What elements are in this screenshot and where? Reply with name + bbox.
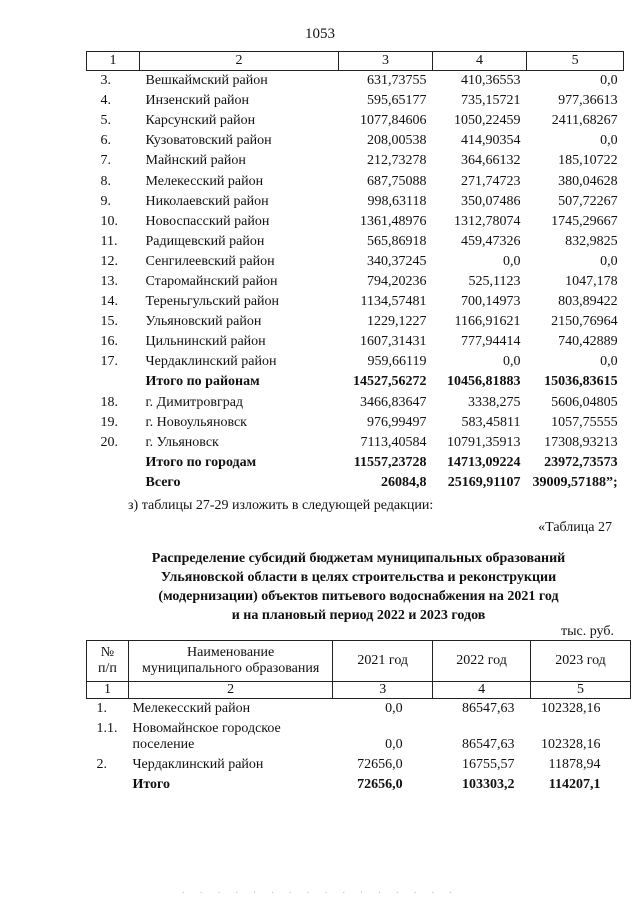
table-cell: 0,0	[385, 701, 403, 716]
table-cell: 14.	[100, 294, 118, 310]
table-cell: 14713,09224	[447, 454, 521, 470]
table-cell: 20.	[100, 434, 118, 450]
table-cell: 631,73755	[367, 73, 427, 89]
table-cell: 1361,48976	[360, 213, 427, 229]
table-cell: 5606,04805	[551, 394, 618, 410]
table-cell: 2150,76964	[551, 314, 618, 330]
total-row	[87, 775, 631, 795]
table-row	[87, 393, 624, 413]
title-line: (модернизации) объектов питьевого водоснабжения на 2021 год	[158, 589, 559, 604]
table-cell: 11.	[100, 233, 118, 249]
table-cell: 959,66119	[367, 354, 427, 370]
table-cell: 414,90354	[461, 133, 521, 149]
table-cell: Старомайнский район	[145, 273, 278, 289]
table-cell: 12.	[100, 253, 118, 269]
table-row	[87, 232, 624, 252]
table-cell: Николаевский район	[145, 193, 269, 209]
continuation-table	[86, 51, 624, 493]
table-cell: Радищевский район	[145, 233, 265, 249]
table-cell: 0,0	[600, 133, 618, 149]
table-cell: Вешкаймский район	[145, 73, 268, 89]
table-cell: 16.	[100, 334, 118, 350]
table-cell: 380,04628	[558, 173, 618, 189]
table-cell: 700,14973	[461, 294, 521, 310]
header-2022: 2022 год	[433, 641, 531, 682]
table-cell: 3466,83647	[360, 394, 427, 410]
table-cell: 212,73278	[367, 153, 427, 169]
table-cell: 9.	[100, 193, 111, 209]
table-27	[86, 640, 631, 795]
table-row	[87, 272, 624, 292]
title-line: Ульяновской области в целях строительства и реконструкции	[160, 570, 557, 585]
table-cell: Мелекесский район	[145, 173, 264, 189]
table-cell: 5	[527, 52, 624, 71]
table-cell: 185,10722	[558, 153, 618, 169]
column-number-row: 1 2 3 4 5	[87, 682, 631, 699]
title-line: Распределение субсидий бюджетам муниципальных образований	[151, 551, 566, 566]
table-cell: 2	[140, 52, 339, 71]
table-cell: Кузоватовский район	[145, 133, 272, 149]
table-cell: Ульяновский район	[145, 314, 262, 330]
table-cell: 10.	[100, 213, 118, 229]
table-row	[87, 192, 624, 212]
table-cell: 350,07486	[461, 193, 521, 209]
row-name: Новомайнское городское поселение	[132, 721, 281, 752]
table-cell: 13.	[100, 273, 118, 289]
table-cell: Инзенский район	[145, 93, 250, 109]
table-cell: 10456,81883	[447, 374, 521, 390]
table-cell: 410,36553	[461, 73, 521, 89]
table-cell: 25169,91107	[447, 474, 521, 490]
amendment-note: з) таблицы 27-29 изложить в следующей редакции:	[128, 498, 434, 513]
table-cell	[87, 775, 129, 795]
header-name: Наименование муниципального образования	[128, 641, 332, 682]
table-cell: 3338,275	[468, 394, 521, 410]
table-cell: 15036,83615	[544, 374, 618, 390]
table-cell: 1312,78074	[454, 213, 521, 229]
table-cell: 0,0	[600, 354, 618, 370]
table-cell: 1745,29667	[551, 213, 618, 229]
table-27-header	[87, 641, 631, 682]
scan-noise: · · · · · · · · · · · · · · · ·	[181, 888, 459, 899]
table-cell: Всего	[145, 474, 181, 490]
row-number: 2.	[96, 757, 107, 772]
table-cell: 10791,35913	[447, 434, 521, 450]
header-2023: 2023 год	[531, 641, 631, 682]
row-name: Чердаклинский район	[132, 757, 264, 772]
table-cell: 3	[339, 52, 433, 71]
table-cell: 4.	[100, 93, 111, 109]
table-cell: Итого по городам	[145, 454, 257, 470]
table-row	[87, 151, 624, 171]
table-row	[87, 433, 624, 453]
table-cell: 39009,57188”;	[532, 474, 618, 490]
table-cell: 1057,75555	[551, 414, 618, 430]
table-cell: 11878,94	[548, 757, 601, 772]
table-cell: 18.	[100, 394, 118, 410]
header-2021: 2021 год	[333, 641, 433, 682]
table-cell: 340,37245	[367, 253, 427, 269]
table-cell: Новоспасский район	[145, 213, 270, 229]
table-cell: 8.	[100, 173, 111, 189]
table-cell: 102328,16	[541, 701, 601, 716]
row-number: 1.	[96, 701, 107, 716]
table-cell: 0,0	[600, 253, 618, 269]
table-cell: 6.	[100, 133, 111, 149]
table-row	[87, 212, 624, 232]
table-cell: 7.	[100, 153, 111, 169]
table-row	[87, 719, 631, 755]
table-cell: 1050,22459	[454, 113, 521, 129]
table-cell: 1229,1227	[367, 314, 427, 330]
table-cell: 11557,23728	[353, 454, 427, 470]
table-cell: Цильнинский район	[145, 334, 266, 350]
table-cell: 0,0	[385, 737, 403, 752]
table-tag: «Таблица 27	[538, 520, 612, 535]
table-row	[87, 91, 624, 111]
table-cell: 102328,16	[541, 737, 601, 752]
table-cell: 7113,40584	[360, 434, 427, 450]
table-cell: Сенгилеевский район	[145, 253, 275, 269]
table-cell: 794,20236	[367, 273, 427, 289]
table-cell: 19.	[100, 414, 118, 430]
table-cell: Чердаклинский район	[145, 354, 277, 370]
table-cell: 832,9825	[565, 233, 618, 249]
table-cell: 1134,57481	[360, 294, 427, 310]
table-cell: 15.	[100, 314, 118, 330]
unit-label: тыс. руб.	[561, 624, 614, 639]
table-cell: 4	[433, 52, 527, 71]
subtotal-districts-row	[87, 372, 624, 392]
header-no: № п/п	[87, 641, 129, 682]
table-title	[86, 549, 631, 625]
subtotal-cities-row	[87, 453, 624, 473]
row-number: 1.1.	[96, 721, 118, 736]
table-cell: 998,63118	[367, 193, 427, 209]
table-cell: г. Новоульяновск	[145, 414, 247, 430]
page-number: 1053	[305, 26, 335, 42]
table-cell	[87, 453, 140, 473]
table-cell: 2411,68267	[551, 113, 618, 129]
table-row	[87, 171, 624, 191]
table-cell	[87, 372, 140, 392]
table-cell: 0,0	[600, 73, 618, 89]
table-cell: Карсунский район	[145, 113, 256, 129]
row-name: Мелекесский район	[132, 701, 251, 716]
table-cell: 26084,8	[381, 474, 427, 490]
table-cell: 777,94414	[461, 334, 521, 350]
table-cell: 459,47326	[461, 233, 521, 249]
table-cell: 977,36613	[558, 93, 618, 109]
table-cell: 735,15721	[461, 93, 521, 109]
table-cell: 86547,63	[462, 737, 515, 752]
table-cell: 208,00538	[367, 133, 427, 149]
table-row	[87, 332, 624, 352]
table-cell: 1166,91621	[454, 314, 521, 330]
table-cell: 525,1123	[468, 273, 521, 289]
table-cell: г. Ульяновск	[145, 434, 219, 450]
table-cell: 740,42889	[558, 334, 618, 350]
table-cell: 364,66132	[461, 153, 521, 169]
table-cell: 86547,63	[462, 701, 515, 716]
table-cell: 17.	[100, 354, 118, 370]
table-row	[87, 292, 624, 312]
table-cell: 72656,0	[357, 777, 403, 792]
table-cell: 1077,84606	[360, 113, 427, 129]
table-cell: 687,75088	[367, 173, 427, 189]
table-cell: Майнский район	[145, 153, 246, 169]
title-line: и на плановый период 2022 и 2023 годов	[231, 608, 486, 623]
table-cell: 3.	[100, 73, 111, 89]
table-row	[87, 352, 624, 372]
table-row	[87, 755, 631, 775]
table-cell: 1	[87, 52, 140, 71]
table-cell: Итого по районам	[145, 374, 260, 390]
table-row	[87, 699, 631, 720]
table-cell: 595,65177	[367, 93, 427, 109]
table-cell: 803,89422	[558, 294, 618, 310]
table-cell: 72656,0	[357, 757, 403, 772]
table-cell: 114207,1	[548, 777, 601, 792]
table-header-row	[87, 52, 624, 71]
table-cell: 507,72267	[558, 193, 618, 209]
table-row	[87, 252, 624, 272]
table-cell: 0,0	[503, 253, 521, 269]
total-label: Итого	[132, 777, 171, 792]
table-cell: 103303,2	[462, 777, 515, 792]
table-cell: 0,0	[503, 354, 521, 370]
table-cell: 14527,56272	[353, 374, 427, 390]
table-row	[87, 71, 624, 92]
table-cell: Тереньгульский район	[145, 294, 280, 310]
table-cell: г. Димитровград	[145, 394, 244, 410]
table-cell: 23972,73573	[544, 454, 618, 470]
table-cell: 5.	[100, 113, 111, 129]
table-cell: 565,86918	[367, 233, 427, 249]
table-row	[87, 413, 624, 433]
table-cell	[87, 473, 140, 493]
table-cell: 1607,31431	[360, 334, 427, 350]
table-cell: 976,99497	[367, 414, 427, 430]
table-cell: 16755,57	[462, 757, 515, 772]
table-row	[87, 111, 624, 131]
table-row	[87, 312, 624, 332]
table-cell: 583,45811	[461, 414, 521, 430]
grand-total-row	[87, 473, 624, 493]
table-cell: 17308,93213	[544, 434, 618, 450]
table-cell: 271,74723	[461, 173, 521, 189]
table-row	[87, 131, 624, 151]
table-cell: 1047,178	[565, 273, 618, 289]
